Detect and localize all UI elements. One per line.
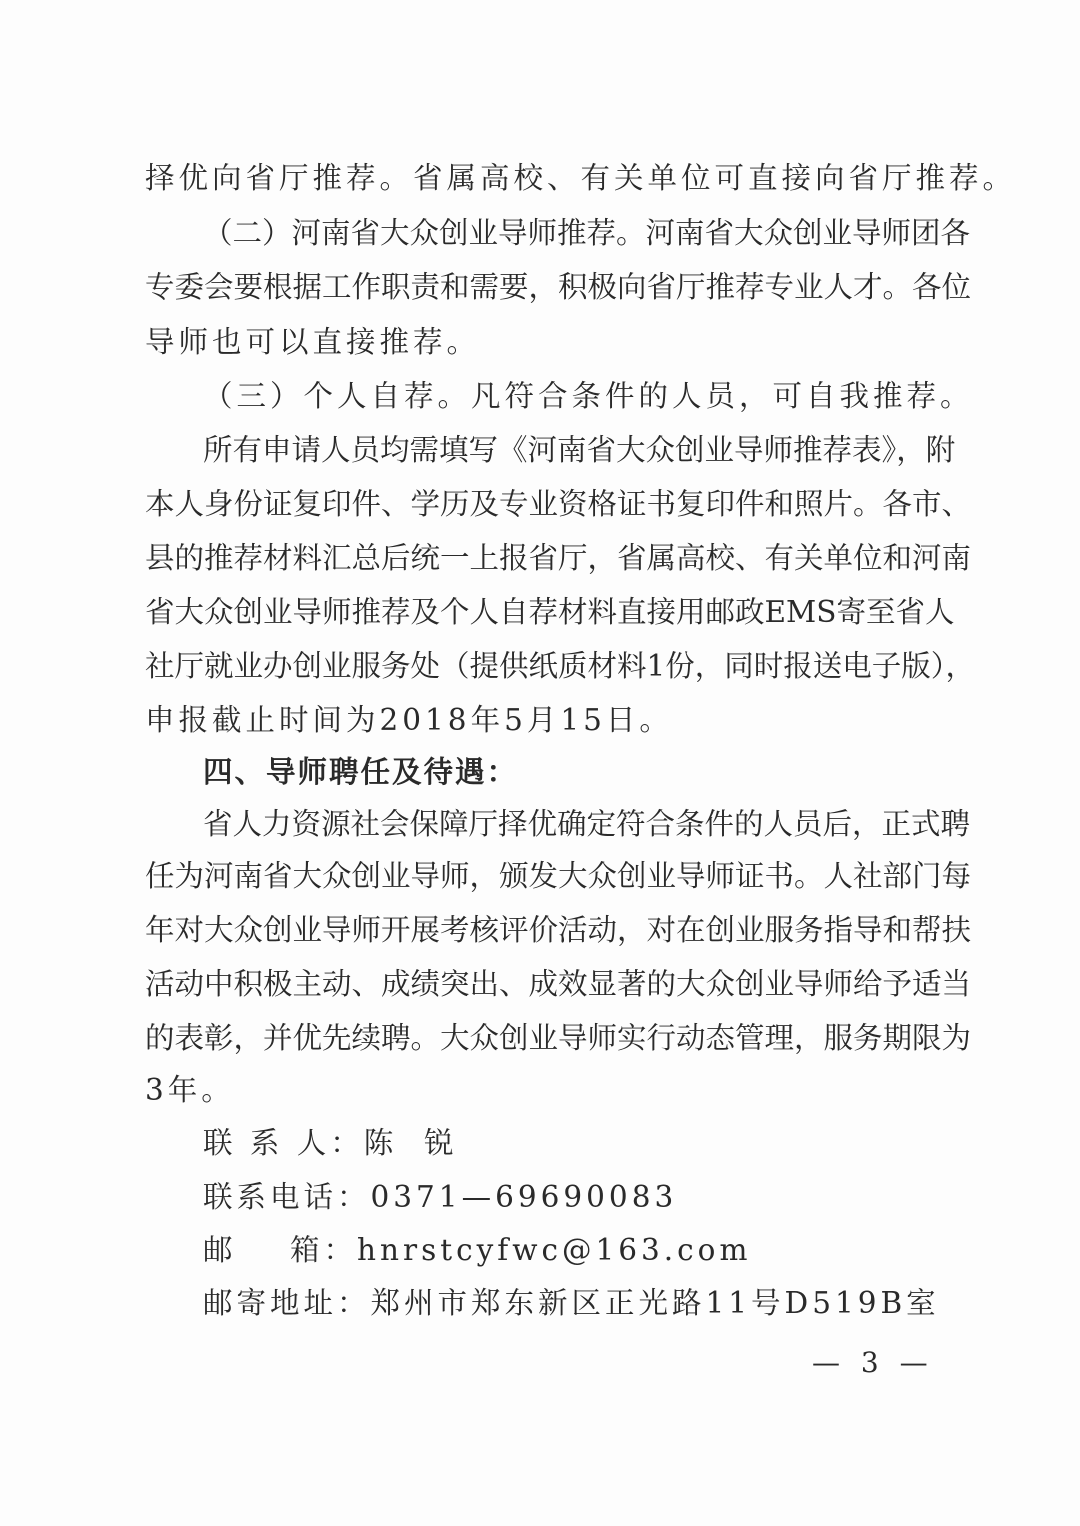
text-line: 3年。 <box>145 1073 235 1107</box>
text-line: 活动中积极主动、成绩突出、成效显著的大众创业导师给予适当 <box>145 967 972 1001</box>
text-line: 省大众创业导师推荐及个人自荐材料直接用邮政EMS寄至省人 <box>145 595 955 629</box>
contact-phone: 联系电话：0371—69690083 <box>203 1180 678 1214</box>
text-line: 的表彰，并优先续聘。大众创业导师实行动态管理，服务期限为 <box>145 1021 972 1055</box>
mailing-address: 邮寄地址：郑州市郑东新区正光路11号D519B室 <box>203 1286 940 1320</box>
text-line: 择优向省厅推荐。省属高校、有关单位可直接向省厅推荐。 <box>145 161 1017 195</box>
text-line: （二）河南省大众创业导师推荐。河南省大众创业导师团各 <box>203 216 971 250</box>
text-line: 导师也可以直接推荐。 <box>145 325 481 359</box>
text-line: 本人身份证复印件、学历及专业资格证书复印件和照片。各市、 <box>145 487 972 521</box>
text-line: 省人力资源社会保障厅择优确定符合条件的人员后，正式聘 <box>203 807 971 841</box>
text-line: 申报截止时间为2018年5月15日。 <box>145 703 673 737</box>
contact-email: 邮 箱：hnrstcyfwc@163.com <box>203 1233 752 1267</box>
contact-person: 联 系 人：陈 锐 <box>203 1126 458 1160</box>
text-line: 任为河南省大众创业导师，颁发大众创业导师证书。人社部门每 <box>145 859 972 893</box>
page-number: — 3 — <box>812 1346 934 1379</box>
text-line: （三）个人自荐。凡符合条件的人员，可自我推荐。 <box>203 379 974 413</box>
text-line: 年对大众创业导师开展考核评价活动，对在创业服务指导和帮扶 <box>145 913 972 947</box>
text-line: 所有申请人员均需填写《河南省大众创业导师推荐表》，附 <box>203 433 956 467</box>
text-line: 社厅就业办创业服务处（提供纸质材料1份，同时报送电子版）， <box>145 649 976 683</box>
text-line: 县的推荐材料汇总后统一上报省厅，省属高校、有关单位和河南 <box>145 541 972 575</box>
section-heading: 四、导师聘任及待遇： <box>203 755 519 789</box>
text-line: 专委会要根据工作职责和需要，积极向省厅推荐专业人才。各位 <box>145 270 972 304</box>
